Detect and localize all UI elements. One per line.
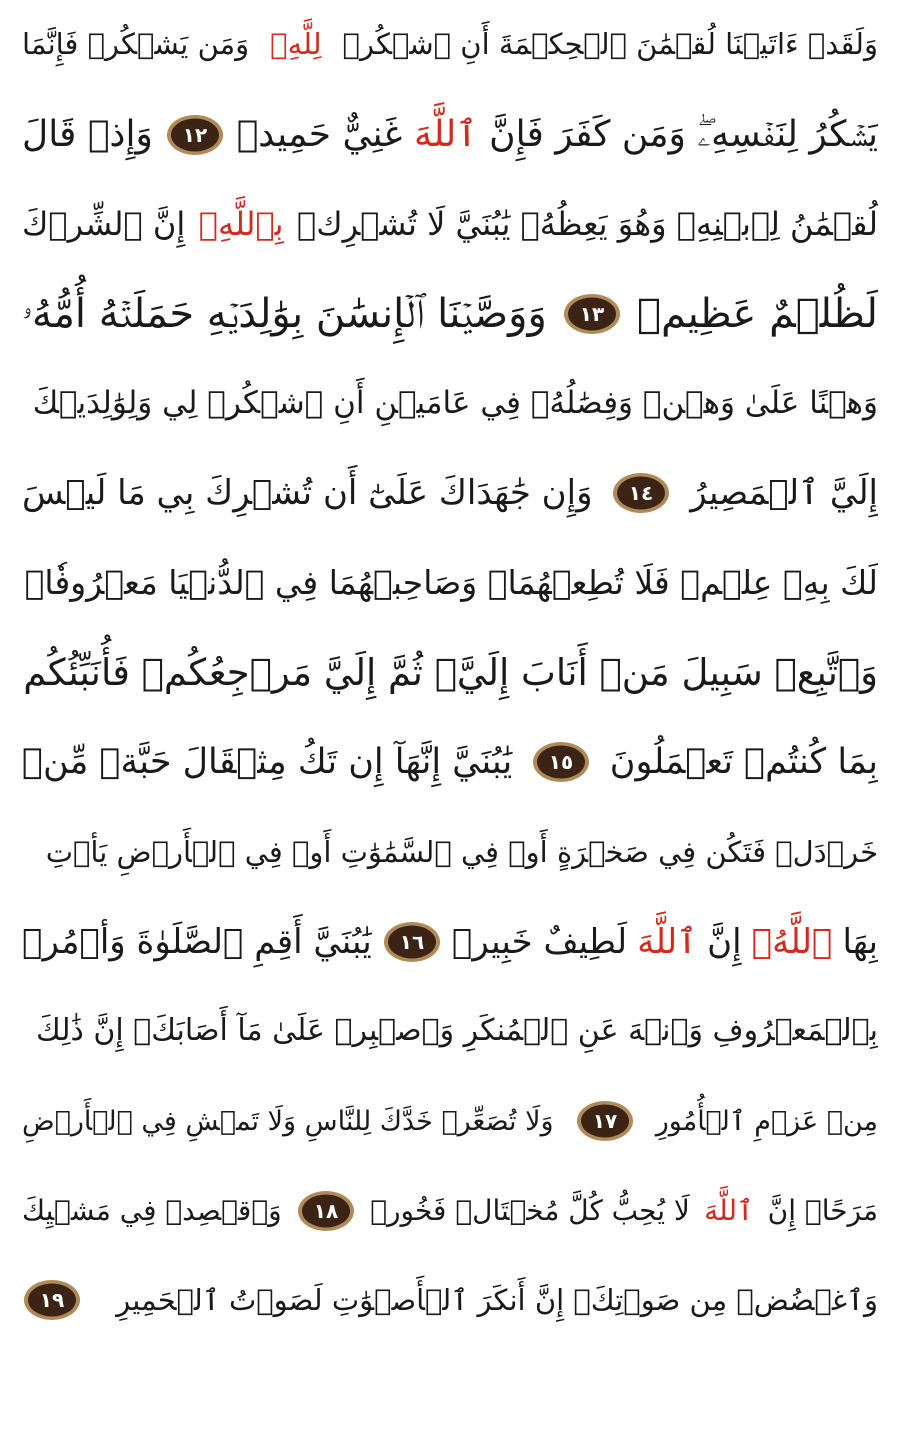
ayah-end-marker (296, 1189, 356, 1233)
text-line (22, 718, 878, 808)
verse-text: غَنِيٌّ حَمِيدٞ (236, 113, 403, 155)
verse-text: وَلَا تُصَعِّرۡ خَدَّكَ لِلنَّاسِ وَلَا تَمۡشِ فِي ٱلۡأَرۡضِ (22, 1105, 554, 1137)
verse-text: وَلَقَدۡ ءَاتَيۡنَا لُقۡمَٰنَ ٱلۡحِكۡمَةَ أَنِ ٱشۡكُرۡ (342, 27, 878, 62)
text-line (22, 897, 878, 987)
verse-text: إِنَّ ٱلشِّرۡكَ (22, 205, 186, 244)
ayah-end-marker (531, 740, 591, 784)
text-line (22, 269, 878, 359)
text-line (22, 987, 878, 1077)
verse-text: وَٱقۡصِدۡ فِي مَشۡيِكَ (22, 1193, 282, 1227)
verse-text: بِهَا (842, 921, 878, 962)
verse-text: يَشۡكُرُ لِنَفۡسِهِۦۖ وَمَن كَفَرَ فَإِنَّ (489, 113, 878, 155)
divine-name-text: ٱللَّهَ (704, 1193, 754, 1227)
ayah-number: ١٥ (548, 750, 574, 775)
text-line (22, 538, 878, 628)
verse-text: وَٱتَّبِعۡ سَبِيلَ مَنۡ أَنَابَ إِلَيَّۚ ثُمَّ إِلَيَّ مَرۡجِعُكُمۡ فَأُنَبِّئُكُم (23, 651, 878, 695)
ayah-number: ١٣ (579, 301, 605, 326)
ayah-end-marker (611, 471, 671, 515)
ayah-end-marker (22, 1278, 82, 1322)
divine-name-text: بِٱللَّهِۖ (198, 205, 284, 244)
ayah-end-marker (165, 113, 225, 157)
verse-text: لَظُلۡمٌ عَظِيمٞ (637, 290, 878, 337)
ayah-end-marker (575, 1099, 635, 1143)
verse-text: مِنۡ عَزۡمِ ٱلۡأُمُورِ (655, 1105, 878, 1137)
divine-name-text: ٱللَّهَ (414, 113, 478, 155)
verse-text: يَٰبُنَيَّ أَقِمِ ٱلصَّلَوٰةَ وَأۡمُرۡ (22, 921, 372, 962)
text-line (22, 179, 878, 269)
verse-text: خَرۡدَلٖ فَتَكُن فِي صَخۡرَةٍ أَوۡ فِي ٱلسَّمَٰوَٰتِ أَوۡ فِي ٱلۡأَرۡضِ يَأۡتِ (45, 834, 878, 869)
ayah-number: ١٤ (629, 481, 654, 506)
ayah-number: ١٦ (399, 929, 425, 954)
verse-text: وَمَن يَشۡكُرۡ فَإِنَّمَا (22, 27, 250, 62)
verse-text: وَإِن جَٰهَدَاكَ عَلَىٰٓ أَن تُشۡرِكَ بِي مَا لَيۡسَ (22, 473, 593, 514)
divine-name-text: ٱللَّهَ (637, 921, 698, 962)
text-line (22, 628, 878, 718)
ayah-end-marker (562, 292, 622, 336)
ayah-number: ١٩ (39, 1288, 65, 1313)
verse-text: بِٱلۡمَعۡرُوفِ وَٱنۡهَ عَنِ ٱلۡمُنكَرِ وَٱصۡبِرۡ عَلَىٰ مَآ أَصَابَكَۖ إِنَّ ذَٰلِكَ (36, 1013, 878, 1049)
text-line (22, 448, 878, 538)
text-line (22, 1166, 878, 1256)
verse-text: وَٱغۡضُضۡ مِن صَوۡتِكَۚ إِنَّ أَنكَرَ ٱلۡأَصۡوَٰتِ لَصَوۡتُ ٱلۡحَمِيرِ (116, 1282, 878, 1317)
verse-text: لَطِيفٌ خَبِيرٞ (451, 921, 628, 962)
verse-text: وَوَصَّيۡنَا ٱلۡإِنسَٰنَ بِوَٰلِدَيۡهِ حَمَلَتۡهُ أُمُّهُۥ (22, 290, 547, 337)
ayah-end-marker (382, 920, 442, 964)
ayah-number: ١٢ (182, 122, 207, 147)
verse-text: مَرَحًاۖ إِنَّ (767, 1193, 878, 1227)
verse-text: لَكَ بِهِۦ عِلۡمٞ فَلَا تُطِعۡهُمَاۖ وَصَاحِبۡهُمَا فِي ٱلدُّنۡيَا مَعۡرُوفٗاۖ (24, 563, 878, 603)
text-line (22, 359, 878, 449)
verse-text: وَهۡنًا عَلَىٰ وَهۡنٖ وَفِصَٰلُهُۥ فِي عَامَيۡنِ أَنِ ٱشۡكُرۡ لِي وَلِوَٰلِدَيۡكَ (32, 385, 878, 422)
text-line (22, 1256, 878, 1346)
verse-text: إِلَيَّ ٱلۡمَصِيرُ (690, 473, 878, 514)
text-line (22, 1076, 878, 1166)
text-line (22, 0, 878, 90)
divine-name-text: لِلَّهِۚ (270, 27, 322, 62)
divine-name-text: ٱللَّهُۚ (751, 921, 833, 962)
text-line (22, 90, 878, 180)
verse-text: لُقۡمَٰنُ لِٱبۡنِهِۦ وَهُوَ يَعِظُهُۥ يَٰبُنَيَّ لَا تُشۡرِكۡ (297, 205, 878, 244)
ayah-number: ١٧ (592, 1109, 617, 1134)
verse-text: يَٰبُنَيَّ إِنَّهَآ إِن تَكُ مِثۡقَالَ حَبَّةٖ مِّنۡ (22, 741, 513, 782)
verse-text: إِنَّ (707, 921, 742, 962)
verse-text: بِمَا كُنتُمۡ تَعۡمَلُونَ (609, 741, 878, 782)
verse-text: لَا يُحِبُّ كُلَّ مُخۡتَالٖ فَخُورٖ (370, 1193, 690, 1227)
ayah-number: ١٨ (313, 1198, 339, 1223)
verse-text: وَإِذۡ قَالَ (22, 113, 153, 155)
text-line (22, 807, 878, 897)
